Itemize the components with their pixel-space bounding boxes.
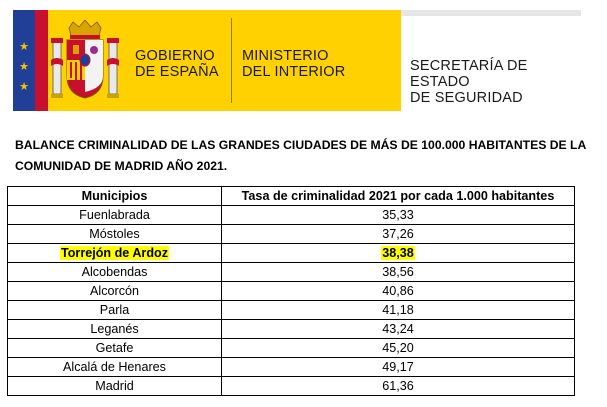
red-stripe bbox=[35, 10, 48, 111]
table-row bbox=[8, 301, 575, 320]
tasa-cell: 45,20 bbox=[222, 339, 575, 358]
municipio-cell-highlighted bbox=[8, 244, 222, 263]
column-header-tasa: Tasa de criminalidad 2021 por cada 1.000 habitantes bbox=[222, 187, 575, 206]
star-icon: ★ bbox=[19, 61, 29, 73]
table-row bbox=[8, 358, 575, 377]
municipio-cell: Móstoles bbox=[8, 225, 222, 244]
tasa-cell: 49,17 bbox=[222, 358, 575, 377]
secretary-line-2: DE SEGURIDAD bbox=[410, 90, 523, 106]
government-banner bbox=[13, 10, 581, 111]
page-title bbox=[15, 135, 600, 177]
municipio-cell: Alcalá de Henares bbox=[8, 358, 222, 377]
star-icon: ★ bbox=[19, 41, 29, 53]
government-line-2: DE ESPAÑA bbox=[135, 64, 219, 80]
table-row bbox=[8, 263, 575, 282]
municipio-cell: Parla bbox=[8, 301, 222, 320]
tasa-cell: 35,33 bbox=[222, 206, 575, 225]
table-row bbox=[8, 282, 575, 301]
column-header-municipio: Municipios bbox=[8, 187, 222, 206]
star-icon: ★ bbox=[19, 81, 29, 93]
municipio-cell: Getafe bbox=[8, 339, 222, 358]
tasa-cell: 40,86 bbox=[222, 282, 575, 301]
tasa-cell: 43,24 bbox=[222, 320, 575, 339]
table-row bbox=[8, 377, 575, 396]
crime-rate-table bbox=[7, 186, 575, 396]
secretary-label bbox=[410, 58, 581, 106]
table-row bbox=[8, 225, 575, 244]
ministry-line-2: DEL INTERIOR bbox=[242, 64, 346, 80]
page-title-line-1: BALANCE CRIMINALIDAD DE LAS GRANDES CIUDADES DE MÁS DE 100.000 HABITANTES DE LA bbox=[15, 138, 587, 152]
ministry-label bbox=[242, 48, 345, 80]
table-row bbox=[8, 320, 575, 339]
table-row-highlighted bbox=[8, 244, 575, 263]
tasa-cell: 41,18 bbox=[222, 301, 575, 320]
grey-top-band bbox=[401, 10, 581, 16]
ministry-line-1: MINISTERIO bbox=[242, 48, 329, 64]
header-divider bbox=[231, 18, 232, 103]
eu-flag-stripe bbox=[13, 10, 35, 111]
page-title-line-2: COMUNIDAD DE MADRID AÑO 2021. bbox=[15, 159, 228, 173]
municipio-cell: Leganés bbox=[8, 320, 222, 339]
municipio-cell: Alcobendas bbox=[8, 263, 222, 282]
highlighted-municipio: Torrejón de Ardoz bbox=[60, 246, 169, 260]
tasa-cell: 37,26 bbox=[222, 225, 575, 244]
government-line-1: GOBIERNO bbox=[135, 48, 215, 64]
municipio-cell: Alcorcón bbox=[8, 282, 222, 301]
tasa-cell: 61,36 bbox=[222, 377, 575, 396]
secretary-line-1: SECRETARÍA DE ESTADO bbox=[410, 58, 528, 90]
table-row bbox=[8, 339, 575, 358]
municipio-cell: Fuenlabrada bbox=[8, 206, 222, 225]
table-header-row bbox=[8, 187, 575, 206]
coat-of-arms-icon bbox=[51, 20, 119, 102]
tasa-cell-highlighted bbox=[222, 244, 575, 263]
table-row bbox=[8, 206, 575, 225]
tasa-cell: 38,56 bbox=[222, 263, 575, 282]
highlighted-tasa: 38,38 bbox=[382, 246, 414, 260]
municipio-cell: Madrid bbox=[8, 377, 222, 396]
government-label bbox=[135, 48, 219, 80]
